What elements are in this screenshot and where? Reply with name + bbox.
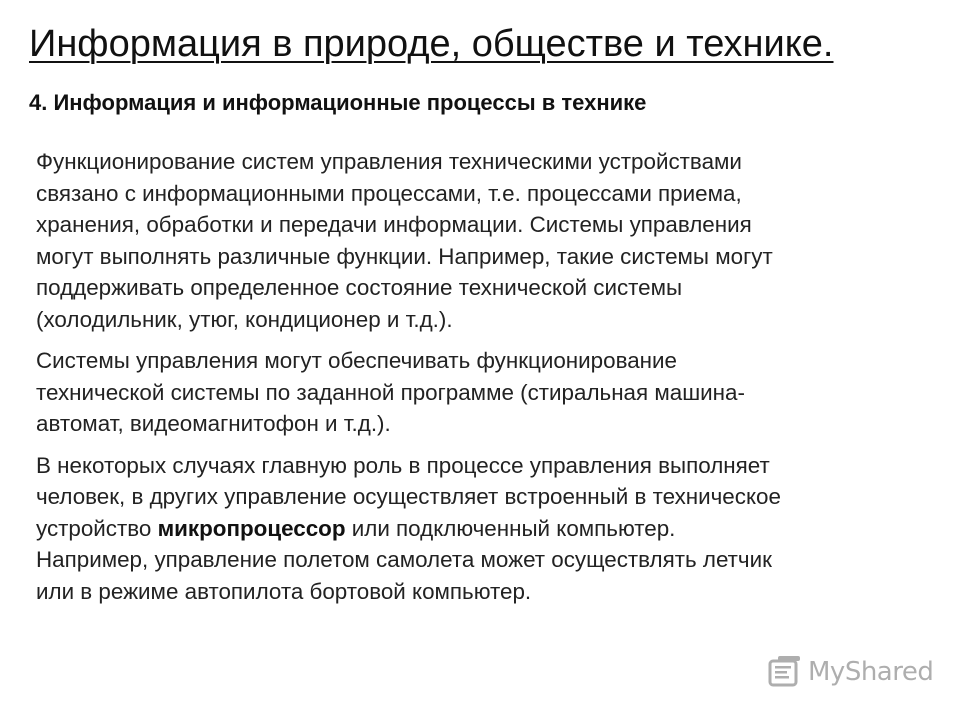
paragraph-control-systems	[36, 146, 936, 335]
text-line: поддерживать определенное состояние технической системы	[36, 275, 683, 300]
text-line: технической системы по заданной программе (стиральная машина-	[36, 379, 745, 405]
paragraph-human-control	[36, 450, 936, 608]
text-line: могут выполнять различные функции. Например, такие системы могут	[36, 243, 773, 269]
text-line: Например, управление полетом самолета может осуществлять летчик	[36, 547, 772, 572]
text-line: связано с информационными процессами, т.е. процессами приема,	[36, 180, 742, 206]
slide-body	[36, 146, 936, 617]
text-line: (холодильник, утюг, кондиционер и т.д.).	[36, 306, 453, 332]
slide-subtitle: 4. Информация и информационные процессы в технике	[29, 90, 647, 115]
text-segment: или подключенный компьютер.	[345, 515, 676, 541]
text-line: Системы управления могут обеспечивать функционирование	[36, 348, 677, 373]
watermark-text: MyShared	[808, 657, 934, 687]
text-line: В некоторых случаях главную роль в процессе управления выполняет	[36, 452, 770, 478]
myshared-logo-icon	[768, 655, 802, 689]
slide-title: Информация в природе, обществе и технике.	[29, 23, 834, 65]
text-line: Функционирование систем управления техническими устройствами	[36, 149, 742, 174]
text-line: или в режиме автопилота бортовой компьютер.	[36, 578, 532, 604]
paragraph-program-control	[36, 345, 936, 440]
text-line: человек, в других управление осуществляет встроенный в техническое	[36, 484, 781, 509]
text-line: автомат, видеомагнитофон и т.д.).	[36, 411, 391, 436]
text-segment: устройство	[36, 515, 158, 541]
text-line-emphasis	[36, 513, 936, 545]
watermark	[768, 655, 933, 689]
bold-term-microprocessor: микропроцессор	[157, 515, 346, 541]
text-line: хранения, обработки и передачи информации. Системы управления	[36, 212, 752, 237]
